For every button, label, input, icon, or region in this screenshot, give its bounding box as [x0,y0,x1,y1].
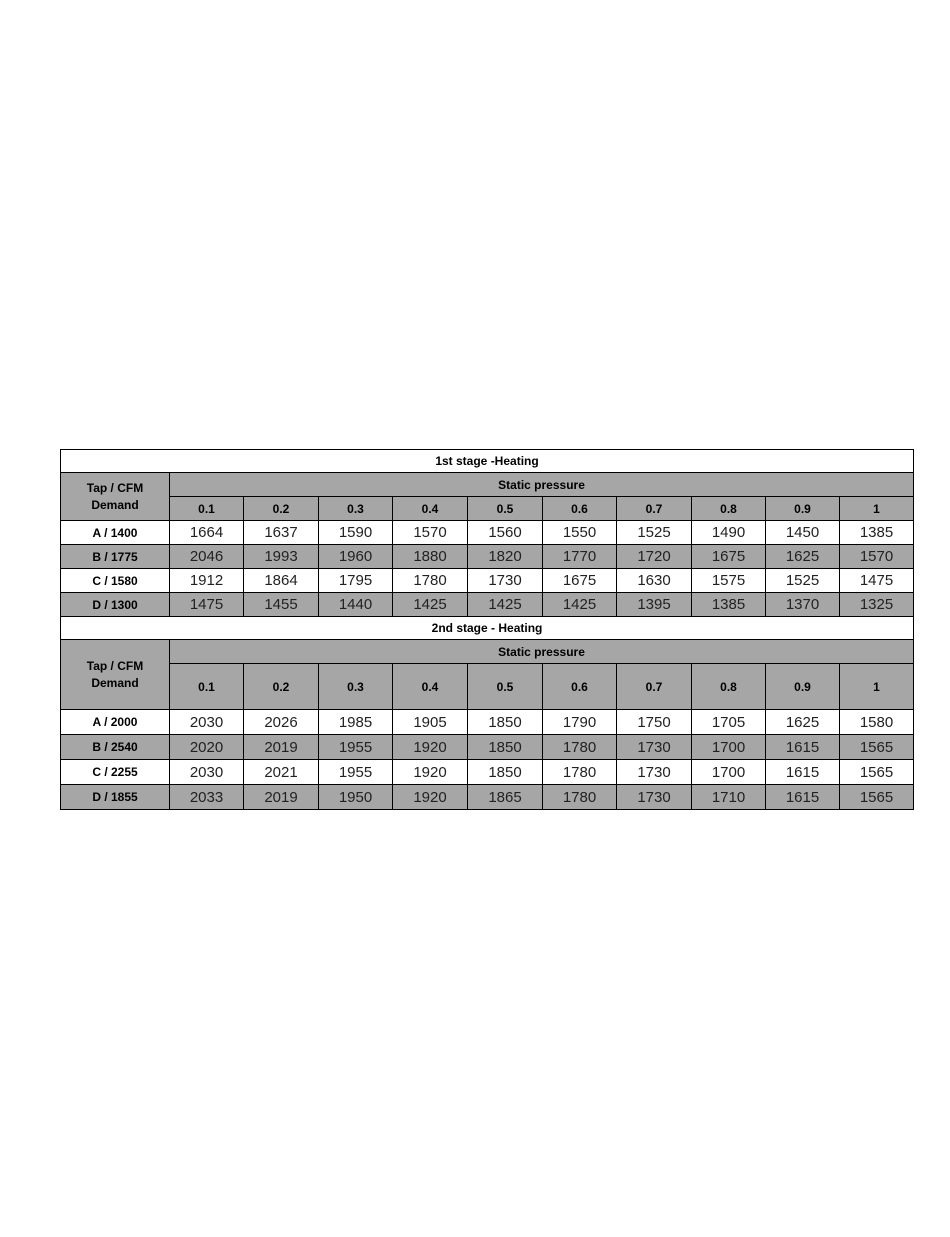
cfm-value-cell: 1370 [766,593,840,617]
table-row [61,569,914,593]
cfm-value-cell: 1700 [692,760,766,785]
cfm-value-cell: 1780 [543,735,617,760]
cfm-value-cell: 1425 [468,593,543,617]
cfm-value-cell: 2020 [170,735,244,760]
cfm-value-cell: 1850 [468,710,543,735]
cfm-value-cell: 1570 [840,545,914,569]
section-title: 2nd stage - Heating [61,617,914,640]
table-row [61,735,914,760]
cfm-value-cell: 1575 [692,569,766,593]
cfm-value-cell: 2033 [170,785,244,810]
cfm-value-cell: 1790 [543,710,617,735]
tap-label: C / 2255 [61,760,170,785]
cfm-value-cell: 1615 [766,785,840,810]
cfm-value-cell: 1450 [766,521,840,545]
cfm-static-pressure-table [60,449,914,810]
cfm-value-cell: 1664 [170,521,244,545]
pressure-values-row [61,497,914,521]
pressure-header-cell: 0.5 [468,664,543,710]
table-row [61,521,914,545]
cfm-value-cell: 1820 [468,545,543,569]
cfm-value-cell: 1960 [319,545,393,569]
pressure-header-cell: 0.2 [244,497,319,521]
cfm-value-cell: 1615 [766,735,840,760]
cfm-value-cell: 1395 [617,593,692,617]
table-body [61,450,914,810]
section-title-row [61,450,914,473]
cfm-value-cell: 1590 [319,521,393,545]
cfm-value-cell: 1560 [468,521,543,545]
table-row [61,760,914,785]
pressure-header-cell: 0.9 [766,497,840,521]
tap-label: B / 2540 [61,735,170,760]
table-row [61,785,914,810]
cfm-value-cell: 1770 [543,545,617,569]
cfm-value-cell: 2046 [170,545,244,569]
tap-label: A / 2000 [61,710,170,735]
section-title: 1st stage -Heating [61,450,914,473]
static-pressure-header-row [61,640,914,664]
cfm-value-cell: 1565 [840,760,914,785]
cfm-value-cell: 2030 [170,710,244,735]
cfm-value-cell: 1730 [617,760,692,785]
tap-label: B / 1775 [61,545,170,569]
tap-label: A / 1400 [61,521,170,545]
pressure-header-cell: 1 [840,497,914,521]
cfm-value-cell: 1710 [692,785,766,810]
tap-cfm-demand-header [61,473,170,521]
cfm-value-cell: 1385 [692,593,766,617]
cfm-value-cell: 1570 [393,521,468,545]
pressure-header-cell: 0.2 [244,664,319,710]
table-row [61,593,914,617]
cfm-value-cell: 1615 [766,760,840,785]
cfm-value-cell: 1580 [840,710,914,735]
cfm-value-cell: 1920 [393,785,468,810]
pressure-header-cell: 0.9 [766,664,840,710]
cfm-value-cell: 1675 [543,569,617,593]
cfm-value-cell: 1912 [170,569,244,593]
cfm-value-cell: 1455 [244,593,319,617]
cfm-value-cell: 1637 [244,521,319,545]
section-title-row [61,617,914,640]
pressure-header-cell: 0.4 [393,664,468,710]
cfm-value-cell: 1850 [468,760,543,785]
cfm-value-cell: 2026 [244,710,319,735]
cfm-value-cell: 1425 [393,593,468,617]
pressure-header-cell: 1 [840,664,914,710]
cfm-value-cell: 1780 [543,785,617,810]
cfm-value-cell: 1950 [319,785,393,810]
tap-label: D / 1300 [61,593,170,617]
static-pressure-header: Static pressure [170,640,914,664]
cfm-value-cell: 1675 [692,545,766,569]
pressure-header-cell: 0.6 [543,664,617,710]
cfm-value-cell: 1730 [617,735,692,760]
cfm-value-cell: 1730 [617,785,692,810]
cfm-value-cell: 1865 [468,785,543,810]
pressure-header-cell: 0.6 [543,497,617,521]
cfm-value-cell: 1920 [393,760,468,785]
cfm-value-cell: 1795 [319,569,393,593]
cfm-value-cell: 1550 [543,521,617,545]
cfm-value-cell: 1625 [766,710,840,735]
cfm-value-cell: 1630 [617,569,692,593]
cfm-value-cell: 2019 [244,785,319,810]
pressure-header-cell: 0.1 [170,497,244,521]
tap-cfm-label: Tap / CFM [86,658,144,673]
cfm-value-cell: 1565 [840,735,914,760]
pressure-header-cell: 0.8 [692,664,766,710]
cfm-value-cell: 1325 [840,593,914,617]
cfm-value-cell: 1780 [393,569,468,593]
table-row [61,545,914,569]
cfm-value-cell: 1705 [692,710,766,735]
static-pressure-header: Static pressure [170,473,914,497]
cfm-value-cell: 1385 [840,521,914,545]
pressure-header-cell: 0.7 [617,497,692,521]
cfm-value-cell: 1985 [319,710,393,735]
cfm-value-cell: 1920 [393,735,468,760]
pressure-header-cell: 0.8 [692,497,766,521]
pressure-values-row [61,664,914,710]
cfm-value-cell: 2021 [244,760,319,785]
table-row [61,710,914,735]
cfm-value-cell: 1993 [244,545,319,569]
cfm-value-cell: 1475 [170,593,244,617]
pressure-header-cell: 0.5 [468,497,543,521]
cfm-value-cell: 1955 [319,760,393,785]
tap-cfm-label: Tap / CFM [86,480,144,495]
pressure-header-cell: 0.1 [170,664,244,710]
cfm-value-cell: 1440 [319,593,393,617]
tap-label: C / 1580 [61,569,170,593]
cfm-value-cell: 1864 [244,569,319,593]
cfm-value-cell: 1850 [468,735,543,760]
cfm-value-cell: 1700 [692,735,766,760]
pressure-header-cell: 0.4 [393,497,468,521]
cfm-value-cell: 1905 [393,710,468,735]
cfm-value-cell: 1525 [617,521,692,545]
cfm-value-cell: 1490 [692,521,766,545]
cfm-value-cell: 1880 [393,545,468,569]
cfm-value-cell: 2019 [244,735,319,760]
pressure-header-cell: 0.7 [617,664,692,710]
cfm-value-cell: 1780 [543,760,617,785]
cfm-value-cell: 1955 [319,735,393,760]
demand-label: Demand [91,675,139,690]
tap-cfm-demand-header [61,640,170,710]
cfm-value-cell: 1475 [840,569,914,593]
pressure-header-cell: 0.3 [319,497,393,521]
cfm-value-cell: 1565 [840,785,914,810]
cfm-value-cell: 1425 [543,593,617,617]
cfm-value-cell: 1720 [617,545,692,569]
tap-label: D / 1855 [61,785,170,810]
static-pressure-header-row [61,473,914,497]
pressure-header-cell: 0.3 [319,664,393,710]
cfm-value-cell: 1525 [766,569,840,593]
demand-label: Demand [91,497,139,512]
cfm-value-cell: 1730 [468,569,543,593]
cfm-value-cell: 1625 [766,545,840,569]
cfm-value-cell: 2030 [170,760,244,785]
cfm-value-cell: 1750 [617,710,692,735]
